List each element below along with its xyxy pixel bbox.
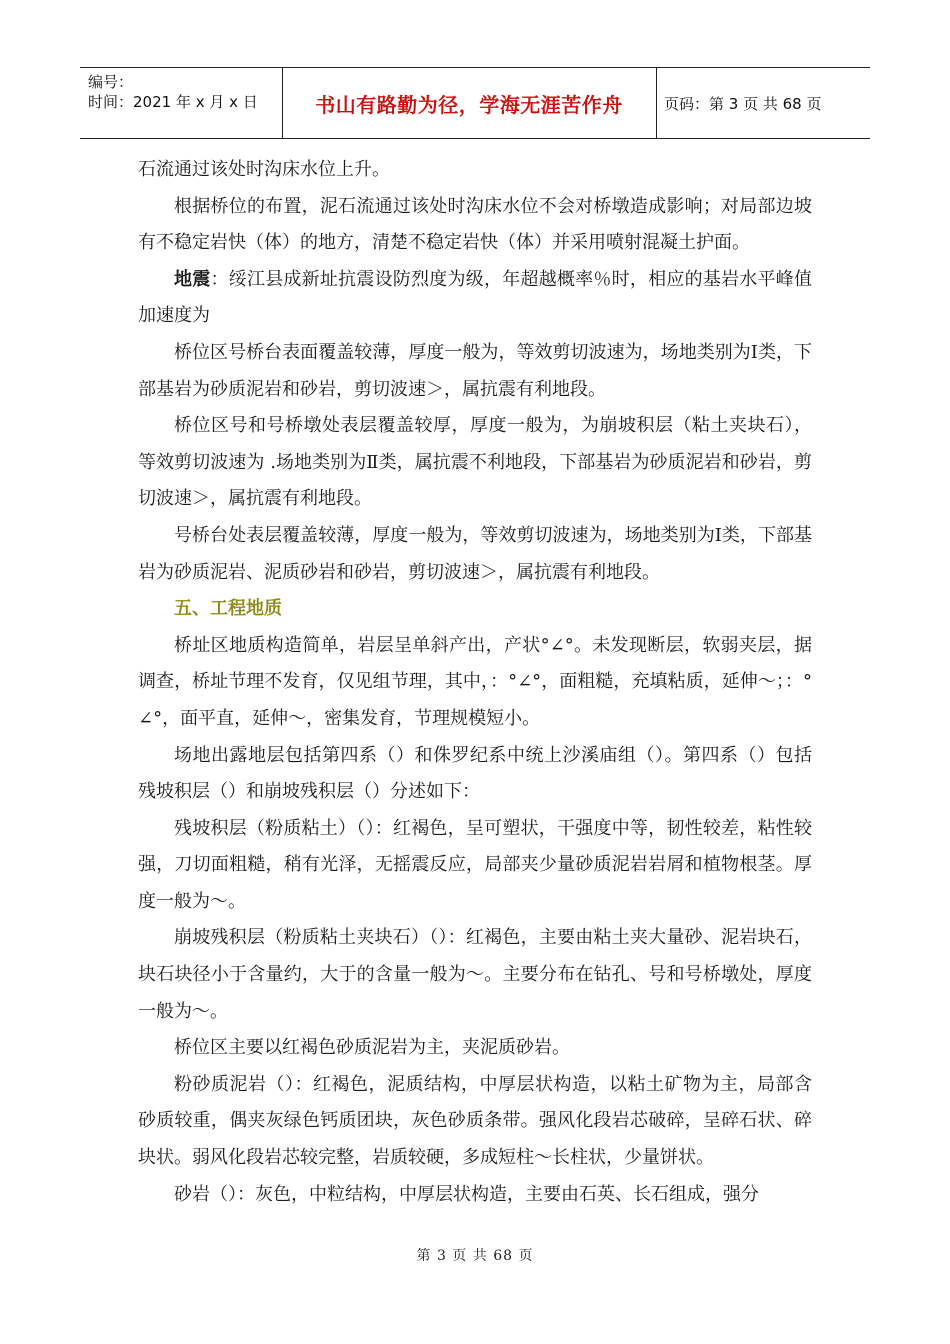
earthquake-text: ：绥江县成新址抗震设防烈度为级，年超越概率％时，相应的基岩水平峰值加速度为 bbox=[138, 268, 813, 327]
section-heading: 五、工程地质 bbox=[174, 598, 282, 620]
paragraph: 桥位区主要以红褐色砂质泥岩为主，夹泥质砂岩。 bbox=[174, 1037, 570, 1059]
header-meta bbox=[88, 72, 258, 112]
paragraph: 桥位区号桥台表面覆盖较薄，厚度一般为，等效剪切波速为，场地类别为Ⅰ类，下部基岩为砂质泥岩和砂岩，剪切波速＞，属抗震有利地段。 bbox=[138, 341, 812, 400]
header-motto: 书山有路勤为径，学海无涯苦作舟 bbox=[315, 92, 623, 117]
header-page-info: 页码：第 3 页 共 68 页 bbox=[664, 94, 822, 113]
paragraph-earthquake bbox=[138, 262, 812, 335]
paragraph: 桥位区号和号桥墩处表层覆盖较厚，厚度一般为，为崩坡积层（粘土夹块石），等效剪切波速为 .场地类别为Ⅱ类，属抗震不利地段，下部基岩为砂质泥岩和砂岩，剪切波速＞，属抗震有利地段。 bbox=[138, 415, 812, 510]
number-label: 编号： bbox=[88, 73, 134, 91]
paragraph: 号桥台处表层覆盖较薄，厚度一般为，等效剪切波速为，场地类别为Ⅰ类，下部基岩为砂质泥岩、泥质砂岩和砂岩，剪切波速＞，属抗震有利地段。 bbox=[138, 524, 812, 583]
paragraph: 桥址区地质构造简单，岩层呈单斜产出，产状°∠°。未发现断层，软弱夹层，据调查，桥址节理不发育，仅见组节理，其中，：°∠°，面粗糙，充填粘质，延伸～；：°∠°，面平直，延伸～，密集发育，节理规模短小。 bbox=[138, 634, 812, 729]
header-divider bbox=[656, 68, 657, 138]
time-label: 时间：2021 年 x 月 x 日 bbox=[88, 93, 258, 111]
document-header bbox=[80, 67, 870, 139]
paragraph: 残坡积层（粉质粘土）（）：红褐色，呈可塑状，干强度中等，韧性较差，粘性较强，刀切面粗糙，稍有光泽，无摇震反应，局部夹少量砂质泥岩岩屑和植物根茎。厚度一般为～。 bbox=[138, 817, 812, 912]
paragraph: 根据桥位的布置，泥石流通过该处时沟床水位不会对桥墩造成影响；对局部边坡有不稳定岩快（体）的地方，清楚不稳定岩快（体）并采用喷射混凝土护面。 bbox=[138, 195, 812, 254]
document-body bbox=[138, 152, 812, 1213]
earthquake-label: 地震 bbox=[174, 268, 211, 290]
paragraph: 砂岩（）：灰色，中粒结构，中厚层状构造，主要由石英、长石组成，强分 bbox=[174, 1183, 759, 1205]
paragraph: 石流通过该处时沟床水位上升。 bbox=[138, 159, 390, 180]
paragraph: 粉砂质泥岩（）：红褐色，泥质结构，中厚层状构造，以粘土矿物为主，局部含砂质较重，偶夹灰绿色钙质团块，灰色砂质条带。强风化段岩芯破碎，呈碎石状、碎块状。弱风化段岩芯较完整，岩质较硬，多成短柱～长柱状，少量饼状。 bbox=[138, 1073, 812, 1169]
page-footer: 第 3 页 共 68 页 bbox=[416, 1248, 534, 1264]
paragraph: 场地出露地层包括第四系（）和侏罗纪系中统上沙溪庙组（）。第四系（）包括残坡积层（）和崩坡残积层（）分述如下： bbox=[138, 744, 812, 803]
paragraph: 崩坡残积层（粉质粘土夹块石）（）：红褐色，主要由粘土夹大量砂、泥岩块石，块石块径小于含量约，大于的含量一般为～。主要分布在钻孔、号和号桥墩处，厚度一般为～。 bbox=[138, 927, 812, 1022]
